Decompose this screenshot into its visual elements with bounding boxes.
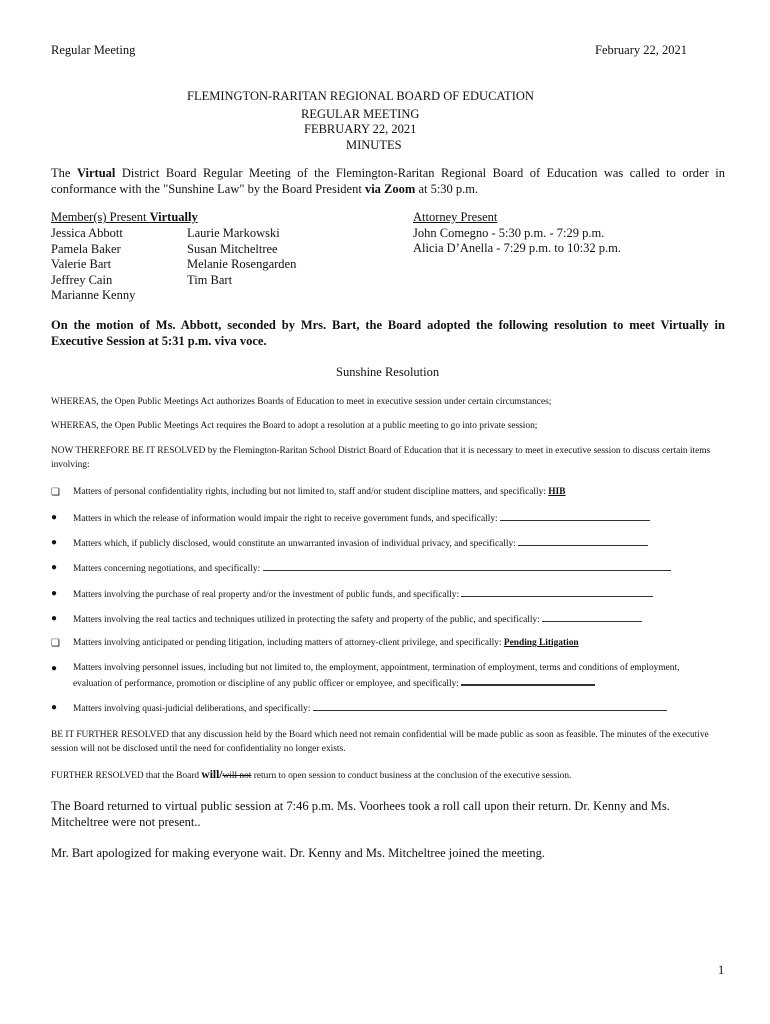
list-item-text <box>73 561 693 576</box>
checkbox-icon: ❏ <box>51 487 60 498</box>
checkbox-icon: ❏ <box>51 638 60 649</box>
item-text: Matters concerning negotiations, and specifically: <box>73 564 263 574</box>
title-date: FEBRUARY 22, 2021 <box>304 122 417 136</box>
item-text: Matters in which the release of information would impair the right to receive government funds, and specifically: <box>73 514 500 524</box>
list-item-text <box>73 511 693 526</box>
whereas-2: WHEREAS, the Open Public Meetings Act requires the Board to adopt a resolution at a public meeting to go into private session; <box>51 421 538 431</box>
header-left: Regular Meeting <box>51 43 136 57</box>
blank-line <box>542 612 642 622</box>
blank-line <box>263 561 671 571</box>
members-heading-virtually: Virtually <box>149 210 198 224</box>
bullet-icon: ● <box>51 613 58 624</box>
members-heading-text: Member(s) Present <box>51 210 150 224</box>
bullet-icon: ● <box>51 702 58 713</box>
members-column-1 <box>51 226 135 304</box>
bullet-icon: ● <box>51 537 58 548</box>
bullet-icon: ● <box>51 588 58 599</box>
bullet-icon: ● <box>51 512 58 523</box>
list-item-text <box>73 612 693 627</box>
item-text: Matters which, if publicly disclosed, would constitute an unwarranted invasion of individual privacy, and specifically: <box>73 539 519 549</box>
further-resolved-text: FURTHER RESOLVED that the Board <box>51 771 202 781</box>
header-right: February 22, 2021 <box>595 43 687 57</box>
return-session-paragraph: The Board returned to virtual public session at 7:46 p.m. Ms. Voorhees took a roll call upon their return. Dr. Kenny and Ms. Mitcheltree were not present.. <box>51 799 670 829</box>
item-text: Matters involving the real tactics and techniques utilized in protecting the safety and property of the public, and specifically: <box>73 615 543 625</box>
blank-line <box>313 701 667 711</box>
member-name: Marianne Kenny <box>51 288 136 302</box>
further-resolved-1: BE IT FURTHER RESOLVED that any discussion held by the Board which need not remain confidential will be made public as soon as feasible. The minutes of the executive session will not be disclosed until the need for confidentiality no longer exists. <box>51 730 709 754</box>
item-text: Matters involving the purchase of real property and/or the investment of public funds, and specifically: <box>73 590 462 600</box>
intro-paragraph <box>51 166 725 197</box>
bullet-icon: ● <box>51 663 58 674</box>
intro-via-zoom: via Zoom <box>364 181 416 196</box>
attorney-column <box>413 210 621 257</box>
member-name: Tim Bart <box>187 272 233 287</box>
item-text: Matters of personal confidentiality rights, including but not limited to, staff and/or student discipline matters, and specifically: <box>73 487 549 497</box>
item-answer-pending-litigation: Pending Litigation <box>503 638 579 648</box>
title-meeting-type: REGULAR MEETING <box>301 107 420 121</box>
member-name: Pamela Baker <box>51 241 121 256</box>
member-name: Susan Mitcheltree <box>187 241 278 256</box>
further-resolved-2 <box>51 768 719 783</box>
intro-text-3: at 5:30 p.m. <box>415 181 479 196</box>
list-item-text <box>73 536 693 551</box>
member-name: Laurie Markowski <box>187 226 280 240</box>
attorney-entry: Alicia D’Anella - 7:29 p.m. to 10:32 p.m. <box>413 241 621 255</box>
further-resolved-will: will/ <box>201 769 223 781</box>
member-name: Jeffrey Cain <box>51 272 113 287</box>
further-resolved-text-end: return to open session to conduct business at the conclusion of the executive session. <box>251 771 572 781</box>
page-number: 1 <box>718 963 725 977</box>
list-item-text <box>73 662 683 691</box>
title-organization: FLEMINGTON-RARITAN REGIONAL BOARD OF EDUCATION <box>187 89 534 103</box>
members-column-2 <box>187 226 296 288</box>
intro-virtual: Virtual <box>76 166 116 180</box>
attorney-heading: Attorney Present <box>413 210 498 224</box>
item-text: Matters involving anticipated or pending litigation, including matters of attorney-client privilege, and specifically: <box>73 638 504 648</box>
attorney-entry: John Comegno - 5:30 p.m. - 7:29 p.m. <box>413 225 605 240</box>
blank-line <box>500 511 650 521</box>
title-minutes: MINUTES <box>346 138 402 152</box>
list-item-text <box>73 486 693 499</box>
intro-text-2: District Board Regular Meeting of the Flemington-Raritan Regional Board of Education was called to order in conformance with the "Sunshine Law" by the Board President <box>51 166 725 196</box>
item-text: Matters involving personnel issues, including but not limited to, the employment, appointment, termination of employment, terms and conditions of employment, evaluation of performance, promotion or discipline of any public officer or employee, and specifically: <box>73 663 680 689</box>
whereas-1: WHEREAS, the Open Public Meetings Act authorizes Boards of Education to meet in executive session under certain circumstances; <box>51 397 552 407</box>
list-item-text <box>73 587 693 602</box>
blank-line <box>461 675 595 686</box>
bullet-icon: ● <box>51 562 58 573</box>
further-resolved-will-not-struck: will not <box>222 771 252 781</box>
motion-paragraph: On the motion of Ms. Abbott, seconded by Mrs. Bart, the Board adopted the following resolution to meet Virtually in Executive Session at 5:31 p.m. viva voce. <box>51 318 725 348</box>
resolution-title: Sunshine Resolution <box>336 365 440 379</box>
member-name: Melanie Rosengarden <box>187 257 297 271</box>
list-item-text <box>73 637 693 650</box>
now-therefore: NOW THEREFORE BE IT RESOLVED by the Flemington-Raritan School District Board of Education that it is necessary to meet in executive session to discuss certain items involving: <box>51 446 711 470</box>
apology-paragraph: Mr. Bart apologized for making everyone wait. Dr. Kenny and Ms. Mitcheltree joined the meeting. <box>51 846 545 860</box>
list-item-text <box>73 701 693 716</box>
item-answer-hib: HIB <box>548 487 566 497</box>
member-name: Valerie Bart <box>51 257 112 271</box>
blank-line <box>518 536 648 546</box>
item-text: Matters involving quasi-judicial deliberations, and specifically: <box>73 704 313 714</box>
members-heading <box>51 210 198 226</box>
intro-text-1: The <box>51 166 77 180</box>
blank-line <box>461 587 653 597</box>
member-name: Jessica Abbott <box>51 226 123 240</box>
